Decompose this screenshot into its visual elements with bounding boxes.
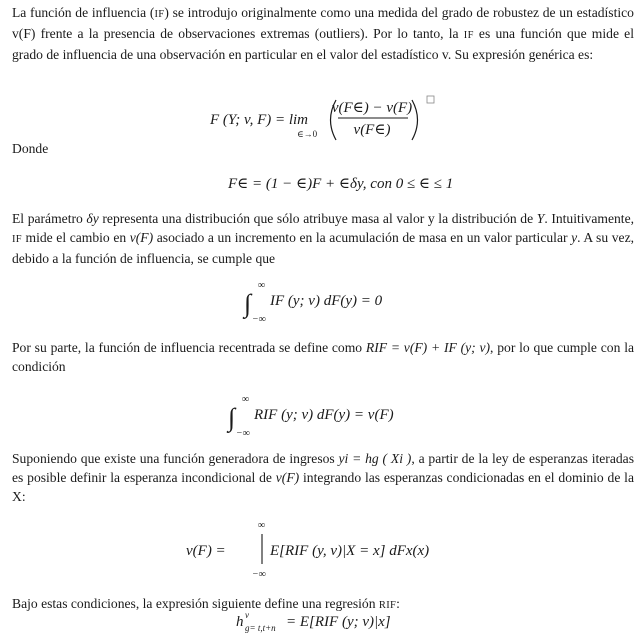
eq5-lhs: v(F) = [186, 543, 226, 559]
eq2-text: F∈ = (1 − ∈)F + ∈δy, con 0 ≤ ∈ ≤ 1 [228, 176, 454, 192]
integral-sign: ∫ [228, 403, 236, 432]
svg-text:∞: ∞ [258, 280, 266, 291]
svg-text:g= t,t+n: g= t,t+n [245, 623, 276, 633]
equation-contaminated-distribution [0, 170, 642, 210]
if-abbreviation: IF [154, 9, 165, 20]
intro-paragraph: La función de influencia (IF) se introdujo originalmente como una medida del grado de robustez de un estadístico v(F) frente a la presencia de observaciones extremas (outliers). Por lo tanto, la IF es una función que mide el grado de influencia de una observación en particular en el valor del estadístico v. Su expresión genérica es: [12, 5, 634, 62]
svg-text:∞: ∞ [242, 394, 250, 405]
svg-text:−∞: −∞ [252, 314, 266, 325]
equation-rif-integral [0, 392, 642, 442]
svg-text:v: v [245, 610, 249, 620]
equation-if-integral [0, 278, 642, 328]
svg-text:= E[RIF (y; v)|x]: = E[RIF (y; v)|x] [286, 614, 391, 630]
eq1-denominator: v(F∈) [353, 122, 391, 138]
svg-text:−∞: −∞ [252, 569, 266, 580]
v-of-F: v(F) [12, 26, 36, 41]
equation-rif-regression [0, 608, 642, 636]
eq1-right-paren [412, 100, 418, 140]
svg-text:∞: ∞ [258, 520, 266, 531]
eq1-lhs: F (Y; v, F) = lim [210, 112, 309, 128]
eq1-numerator: v(F∈) − v(F) [331, 100, 413, 116]
eq3-body: IF (y; v) dF(y) = 0 [270, 293, 383, 309]
placeholder-box-icon [427, 96, 434, 103]
rif-definition-paragraph: Por su parte, la función de influencia recentrada se define como RIF = v(F) + IF (y; v), por lo que cumple con la condición [12, 340, 634, 374]
integral-sign: ∫ [244, 289, 252, 318]
equation-expectation-integral [0, 518, 642, 582]
svg-text:−∞: −∞ [236, 428, 250, 439]
eq1-limit-subscript: ∈→0 [297, 129, 318, 139]
rif-regression-paragraph: Bajo estas condiciones, la expresión siguiente define una regresión RIF: [12, 596, 400, 611]
donde-label: Donde [12, 141, 49, 156]
parameter-paragraph: El parámetro δy representa una distribución que sólo atribuye masa al valor y la distribución de Y. Intuitivamente, IF mide el cambio en v(F) asociado a un incremento en la acumulación de masa en un valor particular y. A su vez, debido a la función de influencia, se cumple que [12, 211, 635, 266]
eq4-body: RIF (y; v) dF(y) = v(F) [254, 407, 394, 423]
eq5-body: E[RIF (y, v)|X = x] dFx(x) [270, 543, 430, 559]
income-function-paragraph: Suponiendo que existe una función generadora de ingresos yi = hg ( Xi ), a partir de la ley de esperanzas iteradas es posible definir la esperanza incondicional de v(F) integrando las esperanzas condicionadas en el dominio de la X: [12, 451, 634, 504]
svg-text:h: h [236, 614, 244, 630]
